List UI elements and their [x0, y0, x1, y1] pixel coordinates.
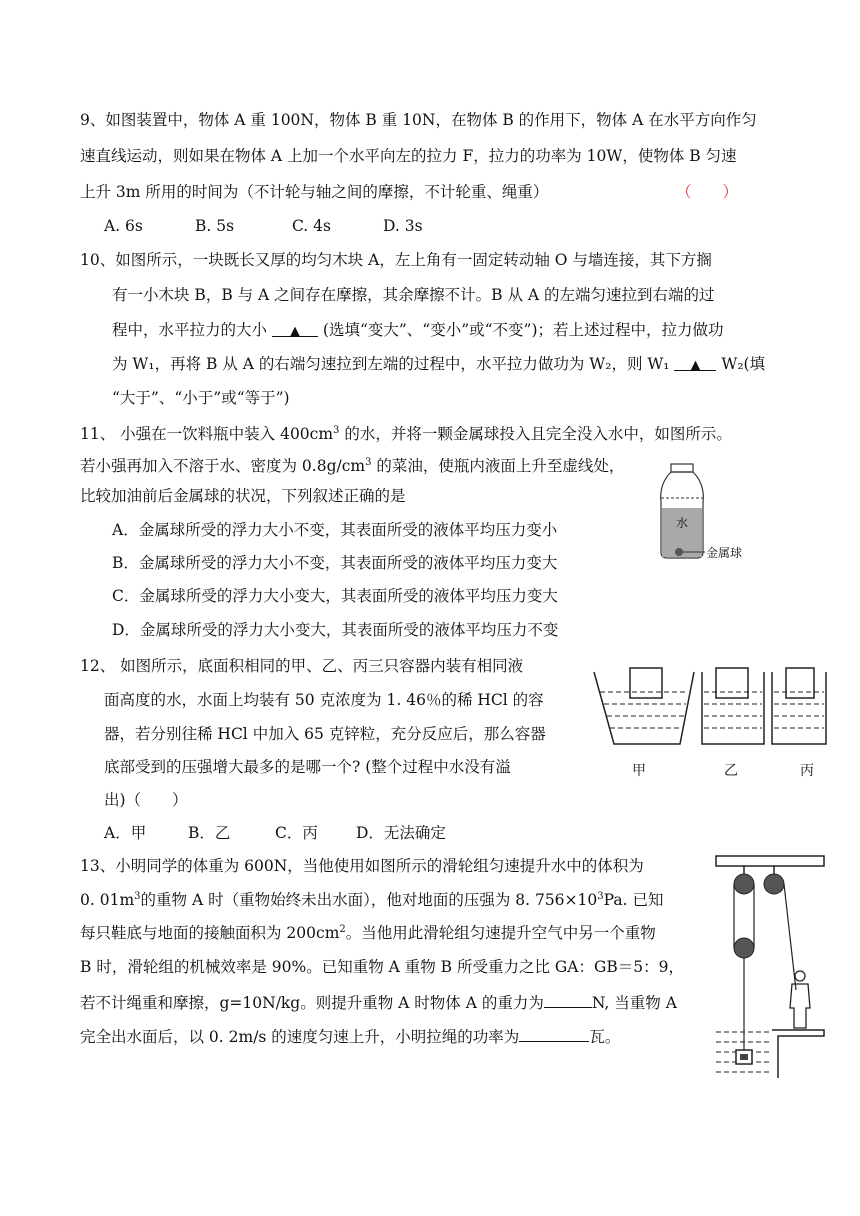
q11-fig-ball-label: 金属球 [706, 546, 743, 560]
q9-line-1: 9、如图装置中，物体 A 重 100N，物体 B 重 10N，在物体 B 的作用下，物体 A 在水平方向作匀 [80, 111, 757, 129]
q11-line-2b: 的菜油，使瓶内液面上升至虚线处， [371, 457, 625, 475]
q12-option-c: C．丙 [275, 824, 318, 842]
q12-option-d: D．无法确定 [356, 824, 446, 842]
q13-line-6b: 瓦。 [589, 1028, 621, 1046]
q12-line-5: 出)（ ） [104, 791, 188, 809]
q12-option-a: A．甲 [104, 824, 147, 842]
q11-option-b: B．金属球所受的浮力大小不变，其表面所受的液体平均压力变大 [112, 554, 558, 572]
q12-line-4: 底部受到的压强增大最多的是哪一个? (整个过程中水没有溢 [104, 758, 511, 776]
q11-sup-2: 3 [365, 456, 372, 468]
q13-line-3 [80, 923, 656, 943]
containers-icon [590, 664, 830, 756]
q11-line-1a: 11、 小强在一饮料瓶中装入 400cm [80, 425, 334, 443]
q13-line-6 [80, 1025, 620, 1047]
q13-line-3b: 。当他用此滑轮组匀速提升空气中另一个重物 [345, 924, 656, 942]
q11-line-1 [80, 424, 732, 444]
q10-line-1: 10、如图所示，一块既长又厚的均匀木块 A，左上角有一固定转动轴 O 与墙连接，其下方搁 [80, 251, 712, 269]
q13-sup-2: 3 [597, 890, 604, 902]
q13-line-3a: 每只鞋底与地面的接触面积为 200cm [80, 924, 340, 942]
q12-option-b: B．乙 [188, 824, 231, 842]
q10-line-5: “大于”、“小于”或“等于”) [112, 389, 290, 407]
q13-line-2a: 0. 01m [80, 891, 135, 909]
q9-line-3-text: 上升 3m 所用的时间为（不计轮与轴之间的摩擦，不计轮重、绳重） [80, 183, 549, 201]
q10-line-3a: 程中，水平拉力的大小 [112, 321, 268, 339]
pulley-system-icon [712, 850, 828, 1080]
q11-sup-1: 3 [333, 424, 340, 436]
q13-line-2b: 的重物 A 时（重物始终未出水面），他对地面的压强为 8. 756×10 [140, 891, 598, 909]
q11-option-a: A．金属球所受的浮力大小不变，其表面所受的液体平均压力变小 [112, 521, 558, 539]
q12-label-yi: 乙 [724, 763, 738, 779]
q9-option-b: B. 5s [195, 217, 235, 235]
q11-line-2 [80, 456, 624, 476]
q12-label-jia: 甲 [632, 763, 646, 779]
q10-blank-2-marker: ▲ [690, 358, 701, 373]
q13-blank-2 [519, 1025, 589, 1042]
q11-bottle-figure [655, 462, 765, 574]
q13-line-5a: 若不计绳重和摩擦，g=10N/kg。则提升重物 A 时物体 A 的重力为 [80, 994, 544, 1012]
q13-sup-3: 2 [339, 923, 346, 935]
q9-answer-bracket: （ ） [676, 183, 739, 201]
q13-blank-1 [544, 991, 592, 1008]
q13-sup-1: 3 [134, 890, 141, 902]
q12-containers-figure [590, 664, 830, 784]
q10-blank-1 [272, 320, 318, 337]
q12-label-bing: 丙 [800, 763, 814, 779]
q11-option-c: C．金属球所受的浮力大小变大，其表面所受的液体平均压力变大 [112, 587, 558, 605]
q10-blank-1-marker: ▲ [289, 324, 300, 339]
q11-line-1b: 的水，并将一颗金属球投入且完全没入水中，如图所示。 [339, 425, 732, 443]
q13-line-2 [80, 890, 663, 910]
q13-pulley-figure [712, 850, 828, 1080]
q10-line-3b: (选填“变大”、“变小”或“不变”)；若上述过程中，拉力做功 [322, 321, 724, 339]
q11-option-d: D．金属球所受的浮力大小变大，其表面所受的液体平均压力不变 [112, 621, 559, 639]
q9-option-d: D. 3s [383, 217, 423, 235]
q12-line-2: 面高度的水，水面上均装有 50 克浓度为 1. 46％的稀 HCl 的容 [104, 691, 544, 709]
q10-line-3 [112, 320, 724, 340]
q10-line-4 [112, 354, 765, 374]
q12-line-3: 器，若分别往稀 HCl 中加入 65 克锌粒，充分反应后，那么容器 [104, 725, 546, 743]
q9-line-2: 速直线运动，则如果在物体 A 上加一个水平向左的拉力 F，拉力的功率为 10W，使物体 B 匀速 [80, 147, 737, 165]
q10-line-4b: W₂(填 [721, 355, 766, 373]
q9-option-a: A. 6s [104, 217, 143, 235]
q12-line-1: 12、 如图所示，底面积相同的甲、乙、丙三只容器内装有相同液 [80, 657, 524, 675]
q10-blank-2 [674, 354, 716, 371]
q11-fig-water-label: 水 [676, 516, 689, 530]
q11-line-3: 比较加油前后金属球的状况，下列叙述正确的是 [80, 487, 406, 505]
q13-line-5b: N, 当重物 A [591, 994, 677, 1012]
q13-line-1: 13、小明同学的体重为 600N，当他使用如图所示的滑轮组匀速提升水中的体积为 [80, 857, 644, 875]
q13-line-2c: Pa. 已知 [603, 891, 664, 909]
q9-option-c: C. 4s [292, 217, 331, 235]
q13-line-6a: 完全出水面后，以 0. 2m/s 的速度匀速上升，小明拉绳的功率为 [80, 1028, 520, 1046]
q13-line-5 [80, 991, 677, 1013]
q9-line-3 [80, 182, 548, 202]
q13-line-4: B 时，滑轮组的机械效率是 90%。已知重物 A 重物 B 所受重力之比 GA：GB＝5：9， [80, 958, 684, 976]
q11-line-2a: 若小强再加入不溶于水、密度为 0.8g/cm [80, 457, 366, 475]
q10-line-4a: 为 W₁，再将 B 从 A 的右端匀速拉到左端的过程中，水平拉力做功为 W₂，则 W₁ [112, 355, 670, 373]
q10-line-2: 有一小木块 B，B 与 A 之间存在摩擦，其余摩擦不计。B 从 A 的左端匀速拉到右端的过 [112, 286, 715, 304]
